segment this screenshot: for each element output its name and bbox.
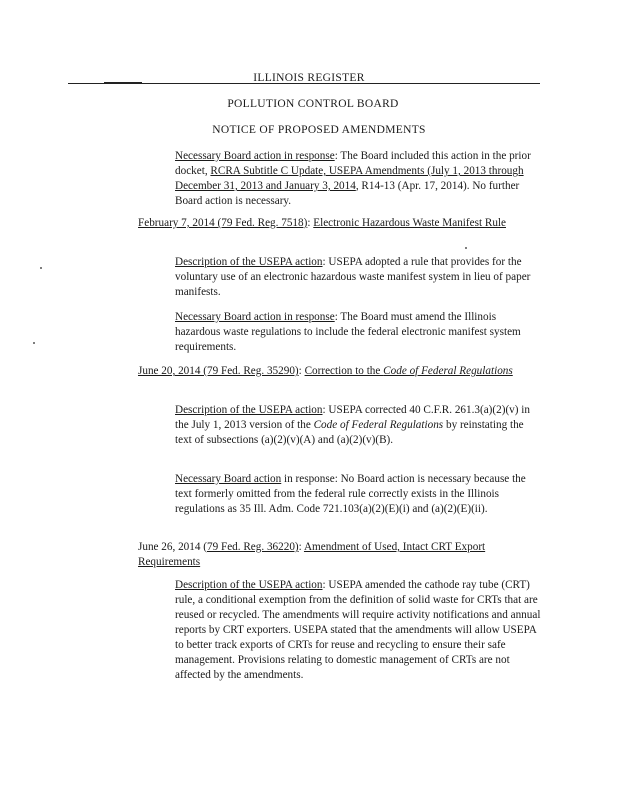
notice-title: NOTICE OF PROPOSED AMENDMENTS <box>212 124 426 136</box>
description-text-a: : USEPA corrected 40 C.F.R. 261.3(a)(2)(v) in the July 1, 2013 version of the <box>175 404 530 431</box>
description-text-b: by reinstating the text of subsections (a)(2)(v)(A) and (a)(2)(v)(B). <box>175 419 524 446</box>
description-label: Description of the USEPA action <box>175 579 323 591</box>
cfr-title: Code of Federal Regulations <box>313 419 444 431</box>
heading-separator: : <box>307 217 314 229</box>
board-action-text-b: , R14-13 (Apr. 17, 2014). No further Board action is necessary. <box>175 180 520 207</box>
rule-title <box>305 365 513 377</box>
fed-reg-citation: 79 Fed. Reg. 36220) <box>206 541 299 553</box>
usepa-description-paragraph <box>175 578 541 683</box>
usepa-description-paragraph <box>175 255 541 300</box>
board-action-text-a: : The Board included this action in the prior docket, <box>175 150 531 177</box>
description-label: Description of the USEPA action <box>175 256 323 268</box>
fed-reg-citation: February 7, 2014 (79 Fed. Reg. 7518) <box>138 217 308 229</box>
fed-reg-citation: June 20, 2014 (79 Fed. Reg. 35290) <box>138 365 299 377</box>
board-action-label: Necessary Board action in response <box>175 150 335 162</box>
rule-title-cfr: Code of Federal Regulations <box>383 365 513 377</box>
scan-speck <box>465 247 467 249</box>
board-title: POLLUTION CONTROL BOARD <box>227 98 399 110</box>
heading-date: June 26, 2014 ( <box>138 541 207 553</box>
board-action-label: Necessary Board action <box>175 473 282 485</box>
board-action-paragraph-1 <box>175 149 541 209</box>
description-text: : USEPA adopted a rule that provides for the voluntary use of an electronic hazardous waste manifest system in lieu of paper manifests. <box>175 256 531 298</box>
description-text: : USEPA amended the cathode ray tube (CRT) rule, a conditional exemption from the definition of solid waste for CRTs that are reused or recycled. The amendments will require activity notifications and annual reports by CRT exporters. USEPA stated that the amendments will allow USEPA to better track exports of CRTs for reuse and recycling to ensure their safe management. Provisions relating to domestic management of CRTs are not affected by the amendments. <box>175 579 541 681</box>
description-label: Description of the USEPA action <box>175 404 323 416</box>
board-action-text: : The Board must amend the Illinois hazardous waste regulations to include the federal electronic manifest system requirements. <box>175 311 521 353</box>
scan-speck <box>33 342 35 344</box>
section-heading-jun20-2014 <box>138 364 538 379</box>
section-heading-jun26-2014 <box>138 540 538 570</box>
register-title: ILLINOIS REGISTER <box>253 72 365 84</box>
heading-separator: : <box>298 365 305 377</box>
prior-docket-title: RCRA Subtitle C Update, USEPA Amendments (July 1, 2013 through December 31, 2013 and January 3, 2014 <box>175 165 524 192</box>
rule-title: Electronic Hazardous Waste Manifest Rule <box>313 217 506 229</box>
scan-speck <box>40 267 42 269</box>
usepa-description-paragraph <box>175 403 541 448</box>
heading-separator: : <box>298 541 304 553</box>
rule-title: Amendment of Used, Intact CRT Export Requirements <box>138 541 486 568</box>
rule-title-a: Correction to the <box>304 365 384 377</box>
board-action-label: Necessary Board action in response <box>175 311 335 323</box>
section-heading-feb-2014 <box>138 216 538 231</box>
board-action-text: in response: No Board action is necessary because the text formerly omitted from the federal rule correctly exists in the Illinois regulations as 35 Ill. Adm. Code 721.103(a)(2)(E)(i) and (a)(2)(E)(ii). <box>175 473 526 515</box>
board-action-paragraph <box>175 472 541 517</box>
board-action-paragraph <box>175 310 541 355</box>
